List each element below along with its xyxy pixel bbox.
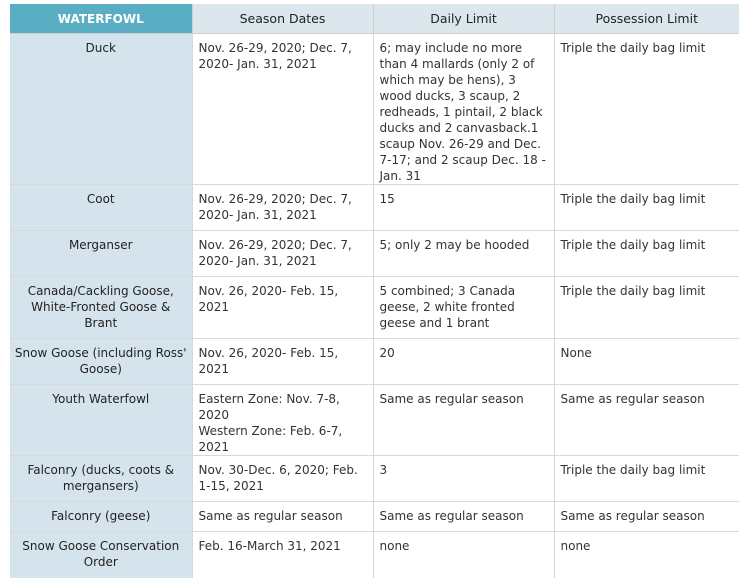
season-cell: Nov. 26-29, 2020; Dec. 7, 2020- Jan. 31, 2021 bbox=[192, 185, 373, 231]
possession-limit-cell: Triple the daily bag limit bbox=[554, 231, 739, 277]
table-row bbox=[10, 502, 739, 532]
season-cell: Nov. 26, 2020- Feb. 15, 2021 bbox=[192, 339, 373, 385]
daily-limit-cell: 15 bbox=[373, 185, 554, 231]
species-cell: Canada/Cackling Goose, White-Fronted Goose & Brant bbox=[10, 277, 192, 339]
season-cell: Nov. 26-29, 2020; Dec. 7, 2020- Jan. 31, 2021 bbox=[192, 231, 373, 277]
season-cell: Feb. 16-March 31, 2021 bbox=[192, 532, 373, 578]
season-cell: Same as regular season bbox=[192, 502, 373, 532]
table-row bbox=[10, 34, 739, 185]
possession-limit-cell: Triple the daily bag limit bbox=[554, 185, 739, 231]
header-possession-limit: Possession Limit bbox=[554, 4, 739, 34]
season-line: Western Zone: Feb. 6-7, 2021 bbox=[198, 424, 343, 454]
header-waterfowl: WATERFOWL bbox=[10, 4, 192, 34]
season-cell bbox=[192, 385, 373, 456]
species-cell: Snow Goose Conservation Order bbox=[10, 532, 192, 578]
header-daily-limit: Daily Limit bbox=[373, 4, 554, 34]
season-cell: Nov. 30-Dec. 6, 2020; Feb. 1-15, 2021 bbox=[192, 456, 373, 502]
table-row bbox=[10, 385, 739, 456]
daily-limit-cell: Same as regular season bbox=[373, 502, 554, 532]
season-line: Eastern Zone: Nov. 7-8, 2020 bbox=[198, 392, 340, 422]
table-row bbox=[10, 339, 739, 385]
possession-limit-cell: Same as regular season bbox=[554, 385, 739, 456]
possession-limit-cell: Triple the daily bag limit bbox=[554, 34, 739, 185]
table-row bbox=[10, 456, 739, 502]
daily-limit-cell: 20 bbox=[373, 339, 554, 385]
table-row bbox=[10, 277, 739, 339]
daily-limit-cell: 6; may include no more than 4 mallards (only 2 of which may be hens), 3 wood ducks, 3 scaup, 2 redheads, 1 pintail, 2 black ducks and 2 canvasback.1 scaup Nov. 26-29 and Dec. 7-17; and 2 scaup Dec. 18 - Jan. 31 bbox=[373, 34, 554, 185]
possession-limit-cell: Triple the daily bag limit bbox=[554, 456, 739, 502]
table-row bbox=[10, 231, 739, 277]
species-cell: Duck bbox=[10, 34, 192, 185]
table-row bbox=[10, 185, 739, 231]
season-cell: Nov. 26, 2020- Feb. 15, 2021 bbox=[192, 277, 373, 339]
season-cell: Nov. 26-29, 2020; Dec. 7, 2020- Jan. 31, 2021 bbox=[192, 34, 373, 185]
daily-limit-cell: Same as regular season bbox=[373, 385, 554, 456]
possession-limit-cell: Triple the daily bag limit bbox=[554, 277, 739, 339]
species-cell: Merganser bbox=[10, 231, 192, 277]
species-cell: Snow Goose (including Ross' Goose) bbox=[10, 339, 192, 385]
table-row bbox=[10, 532, 739, 578]
table-header-row bbox=[10, 4, 739, 34]
possession-limit-cell: None bbox=[554, 339, 739, 385]
species-cell: Youth Waterfowl bbox=[10, 385, 192, 456]
daily-limit-cell: 5; only 2 may be hooded bbox=[373, 231, 554, 277]
possession-limit-cell: none bbox=[560, 539, 591, 553]
species-cell: Falconry (geese) bbox=[10, 502, 192, 532]
waterfowl-season-table bbox=[10, 4, 739, 578]
daily-limit-cell: 5 combined; 3 Canada geese, 2 white fronted geese and 1 brant bbox=[373, 277, 554, 339]
header-season-dates: Season Dates bbox=[192, 4, 373, 34]
possession-limit-cell: Same as regular season bbox=[554, 502, 739, 532]
species-cell: Coot bbox=[10, 185, 192, 231]
daily-limit-cell: none bbox=[373, 532, 554, 578]
species-cell: Falconry (ducks, coots & mergansers) bbox=[10, 456, 192, 502]
daily-limit-cell: 3 bbox=[373, 456, 554, 502]
